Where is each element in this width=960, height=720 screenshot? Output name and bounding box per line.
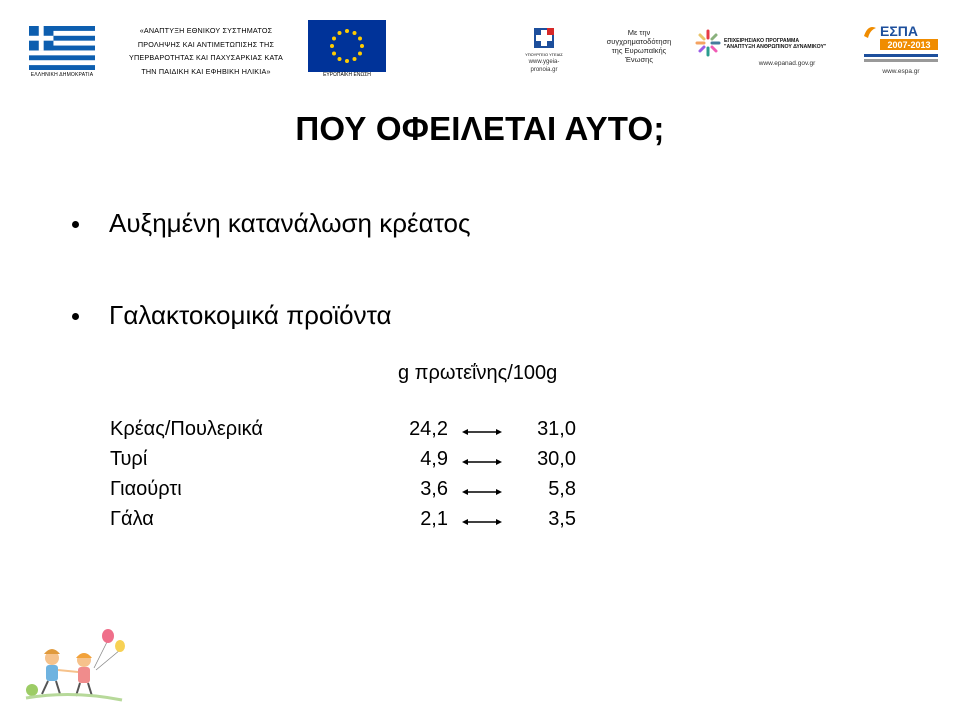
svg-text:2007-2013: 2007-2013 bbox=[887, 40, 931, 50]
high-value: 3,5 bbox=[548, 508, 576, 530]
food-name: Γιαούρτι bbox=[110, 478, 182, 500]
double-arrow-icon bbox=[462, 457, 502, 467]
op-title: ΕΠΙΧΕΙΡΗΣΙΑΚΟ ΠΡΟΓΡΑΜΜΑ "ΑΝΑΠΤΥΞΗ ΑΝΘΡΩΠΙΝΟΥ ΔΥΝΑΜΙΚΟΥ" bbox=[724, 38, 827, 50]
bullet-text: Γαλακτοκομικά προϊόντα bbox=[109, 300, 392, 330]
double-arrow-icon bbox=[462, 427, 502, 437]
high-value: 30,0 bbox=[537, 448, 576, 470]
flag-caption: ΕΛΛΗΝΙΚΗ ΔΗΜΟΚΡΑΤΙΑ bbox=[30, 72, 94, 78]
eu-star-icon bbox=[332, 37, 336, 41]
eu-caption: ΕΥΡΩΠΑΪΚΗ ΕΝΩΣΗ bbox=[323, 72, 371, 78]
high-value: 31,0 bbox=[537, 418, 576, 440]
bullet-dot bbox=[72, 313, 79, 320]
bullet-text: Αυξημένη κατανάλωση κρέατος bbox=[109, 208, 471, 238]
op-url: www.epanad.gov.gr bbox=[758, 60, 816, 67]
food-name: Γάλα bbox=[110, 508, 154, 530]
food-name: Τυρί bbox=[110, 448, 148, 470]
low-value: 4,9 bbox=[420, 448, 448, 470]
high-value: 5,8 bbox=[548, 478, 576, 500]
eu-star-icon bbox=[360, 44, 364, 48]
bullet-item bbox=[72, 300, 392, 331]
eu-star-icon bbox=[338, 31, 342, 35]
table-row bbox=[110, 478, 590, 508]
units-label: g πρωτεΐνης/100g bbox=[398, 362, 558, 384]
children-balloons-icon bbox=[22, 628, 130, 704]
ministry-url: www.ygeia- pronoia.gr bbox=[528, 59, 560, 73]
eu-star-icon bbox=[353, 31, 357, 35]
food-name: Κρέας/Πουλερικά bbox=[110, 418, 263, 440]
eu-star-icon bbox=[330, 44, 334, 48]
bullet-dot bbox=[72, 221, 79, 228]
table-row bbox=[110, 448, 590, 478]
espa-logo-icon bbox=[862, 22, 940, 66]
eu-star-icon bbox=[353, 57, 357, 61]
espa-url: www.espa.gr bbox=[882, 68, 920, 75]
eu-star-icon bbox=[332, 52, 336, 56]
eu-star-icon bbox=[358, 52, 362, 56]
eu-star-icon bbox=[345, 29, 349, 33]
eu-star-icon bbox=[345, 59, 349, 63]
double-arrow-icon bbox=[462, 517, 502, 527]
greek-flag-icon bbox=[22, 26, 102, 70]
table-row bbox=[110, 418, 590, 448]
protein-table bbox=[110, 418, 590, 538]
low-value: 2,1 bbox=[420, 508, 448, 530]
eu-star-icon bbox=[338, 57, 342, 61]
ministry-name: ΥΠΟΥΡΓΕΙΟ ΥΓΕΙΑΣ bbox=[525, 52, 563, 57]
low-value: 24,2 bbox=[409, 418, 448, 440]
op-star-icon bbox=[694, 28, 722, 58]
eu-star-icon bbox=[358, 37, 362, 41]
eu-flag-icon bbox=[308, 20, 386, 72]
program-title: «ΑΝΑΠΤΥΞΗ ΕΘΝΙΚΟΥ ΣΥΣΤΗΜΑΤΟΣ ΠΡΟΛΗΨΗΣ ΚΑΙ ΑΝΤΙΜΕΤΩΠΙΣΗΣ ΤΗΣ ΥΠΕΡΒΑΡΟΤΗΤΑΣ ΚΑΙ ΠΑΧΥΣΑΡΚΙΑΣ ΚΑΤΑ ΤΗΝ ΠΑΙΔΙΚΗ ΚΑΙ ΕΦΗΒΙΚΗ ΗΛΙΚΙΑ» bbox=[129, 26, 283, 76]
svg-text:ΕΣΠΑ: ΕΣΠΑ bbox=[880, 23, 918, 39]
double-arrow-icon bbox=[462, 487, 502, 497]
slide-title: ΠΟΥ ΟΦΕΙΛΕΤΑΙ ΑΥΤΟ; bbox=[295, 110, 665, 147]
table-row bbox=[110, 508, 590, 538]
low-value: 3,6 bbox=[420, 478, 448, 500]
cofunding-text: Με την συγχρηματοδότηση της Ευρωπαϊκής Ένωσης bbox=[606, 28, 672, 64]
bullet-item bbox=[72, 208, 471, 239]
